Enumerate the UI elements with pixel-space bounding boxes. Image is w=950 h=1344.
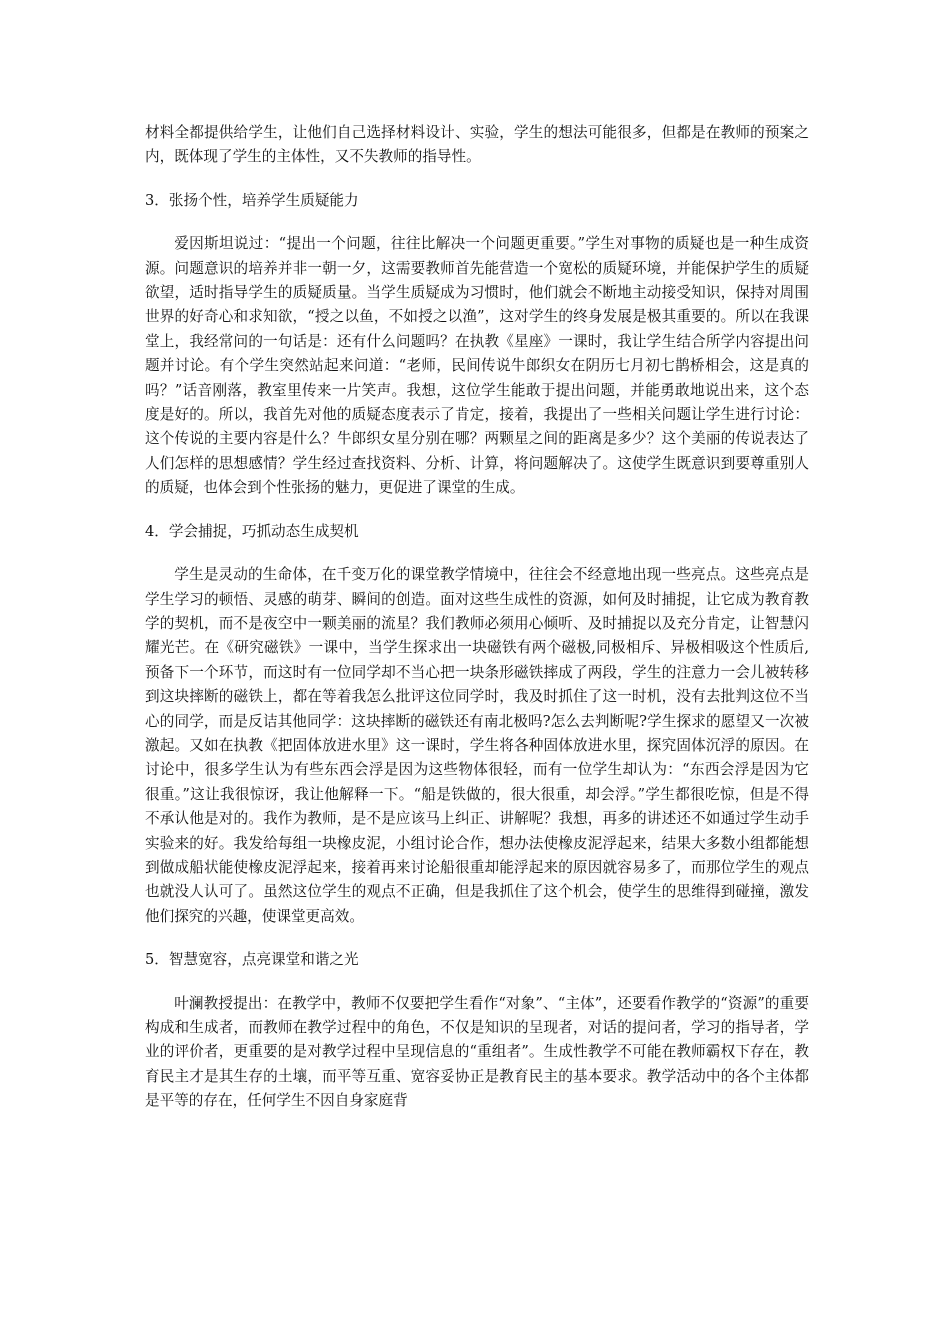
- paragraph-continued: 材料全都提供给学生，让他们自己选择材料设计、实验，学生的想法可能很多，但都是在教师的预案之内，既体现了学生的主体性，又不失教师的指导性。: [145, 124, 809, 166]
- paragraph-section-3: 爱因斯坦说过：“提出一个问题，往往比解决一个问题更重要。”学生对事物的质疑也是一种生成资源。问题意识的培养并非一朝一夕，这需要教师首先能营造一个宽松的质疑环境，并能保护学生的质疑欲望，适时指导学生的质疑质量。当学生质疑成为习惯时，他们就会不断地主动接受知识，保持对周围世界的好奇心和求知欲，“授之以鱼，不如授之以渔”，这对学生的终身发展是极其重要的。所以在我课堂上，我经常问的一句话是：还有什么问题吗？在执教《星座》一课时，我让学生结合所学内容提出问题并讨论。有个学生突然站起来问道：“老师，民间传说牛郎织女在阴历七月初七鹊桥相会，这是真的吗？”话音刚落，教室里传来一片笑声。我想，这位学生能敢于提出问题，并能勇敢地说出来，这个态度是好的。所以，我首先对他的质疑态度表示了肯定，接着，我提出了一些相关问题让学生进行讨论：这个传说的主要内容是什么？牛郎织女星分别在哪？两颗星之间的距离是多少？这个美丽的传说表达了人们怎样的思想感情？学生经过查找资料、分析、计算，将问题解决了。这使学生既意识到要尊重别人的质疑，也体会到个性张扬的魅力，更促进了课堂的生成。: [145, 235, 809, 497]
- section-heading-5: 5．智慧宽容，点亮课堂和谐之光: [145, 951, 359, 969]
- document-page: [145, 121, 809, 1114]
- section-heading-3: 3．张扬个性，培养学生质疑能力: [145, 191, 359, 209]
- paragraph-section-5: 叶澜教授提出：在教学中，教师不仅要把学生看作“对象”、“主体”，还要看作教学的“资源”的重要构成和生成者，而教师在教学过程中的角色，不仅是知识的呈现者，对话的提问者，学习的指导者，学业的评价者，更重要的是对教学过程中呈现信息的“重组者”。生成性教学不可能在教师霸权下存在，教育民主才是其生存的土壤，而平等互重、宽容妥协正是教育民主的基本要求。教学活动中的各个主体都是平等的存在，任何学生不因自身家庭背: [145, 994, 809, 1110]
- paragraph-section-4: 学生是灵动的生命体，在千变万化的课堂教学情境中，往往会不经意地出现一些亮点。这些亮点是学生学习的顿悟、灵感的萌芽、瞬间的创造。面对这些生成性的资源，如何及时捕捉，让它成为教育教学的契机，而不是夜空中一颗美丽的流星？我们教师必须用心倾听、及时捕捉以及充分肯定，让智慧闪耀光芒。在《研究磁铁》一课中，当学生探求出一块磁铁有两个磁极,同极相斥、异极相吸这个性质后,预备下一个环节，而这时有一位同学却不当心把一块条形磁铁摔成了两段，学生的注意力一会儿被转移到这块摔断的磁铁上，都在等着我怎么批评这位同学时，我及时抓住了这一时机，没有去批判这位不当心的同学，而是反诘其他同学：这块摔断的磁铁还有南北极吗?怎么去判断呢?学生探求的愿望又一次被激起。又如在执教《把固体放进水里》这一课时，学生将各种固体放进水里，探究固体沉浮的原因。在讨论中，很多学生认为有些东西会浮是因为这些物体很轻，而有一位学生却认为：“东西会浮是因为它很重。”这让我很惊讶，我让他解释一下。“船是铁做的，很大很重，却会浮。”学生都很吃惊，但是不得不承认他是对的。我作为教师，是不是应该马上纠正、讲解呢？我想，再多的讲述还不如通过学生动手实验来的好。我发给每组一块橡皮泥，小组讨论合作，想办法使橡皮泥浮起来，结果大多数小组都能想到做成船状能使橡皮泥浮起来，接着再来讨论船很重却能浮起来的原因就容易多了，而那位学生的观点也就没人认可了。虽然这位学生的观点不正确，但是我抓住了这个机会，使学生的思维得到碰撞，激发他们探究的兴趣，使课堂更高效。: [145, 566, 809, 925]
- section-heading-4: 4．学会捕捉，巧抓动态生成契机: [145, 522, 359, 540]
